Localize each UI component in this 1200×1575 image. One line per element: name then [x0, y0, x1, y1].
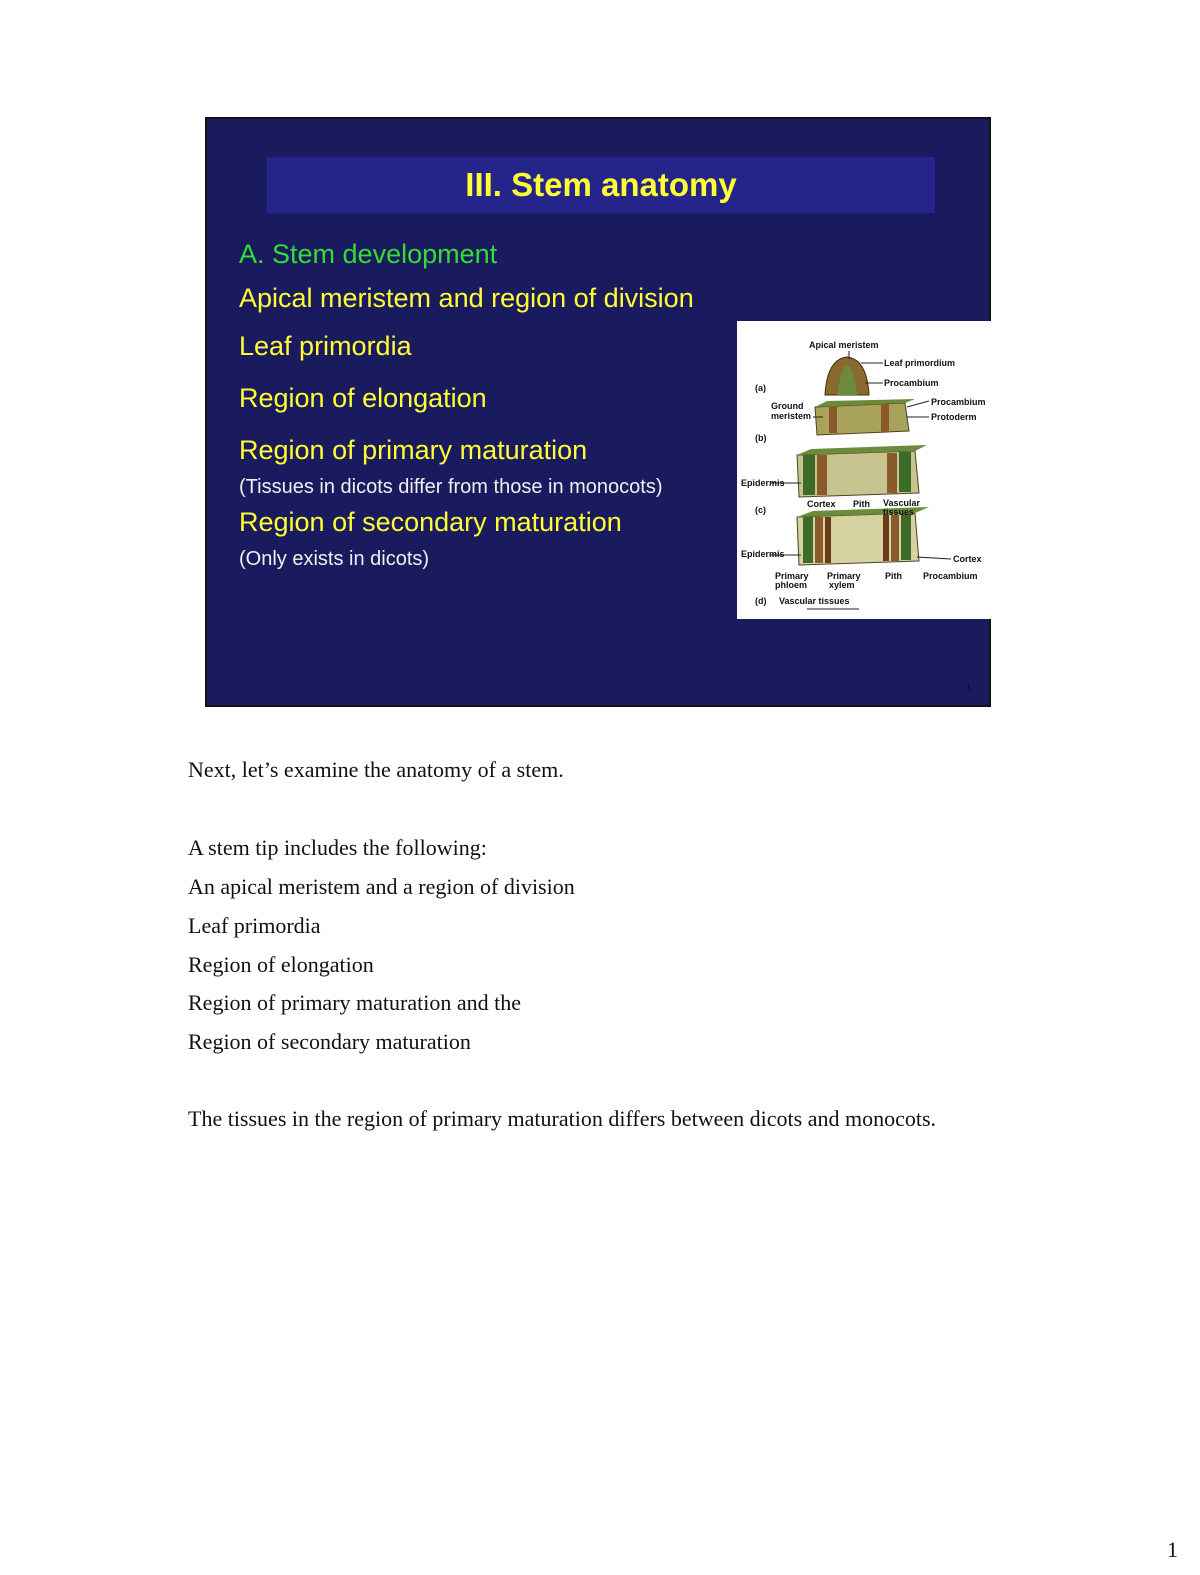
label-procambium: Procambium: [884, 378, 939, 388]
label-cortex: Cortex: [807, 499, 836, 509]
label-d: (d): [755, 596, 767, 606]
slide-subitem: (Only exists in dicots): [239, 548, 430, 570]
slide-item: Leaf primordia: [239, 331, 412, 361]
label-procambium-d: Procambium: [923, 571, 978, 581]
label-pith: Pith: [853, 499, 870, 509]
label-procambium-b: Procambium: [931, 397, 986, 407]
label-epidermis: Epidermis: [741, 478, 785, 488]
notes-list-item: Leaf primordia: [188, 913, 321, 938]
slide-item: Apical meristem and region of division: [239, 283, 694, 313]
label-vascular: Vascular: [883, 498, 921, 508]
slide-heading: A. Stem development: [239, 239, 498, 269]
notes-closing: The tissues in the region of primary maturation differs between dicots and monocots.: [188, 1106, 937, 1131]
label-leaf-primordium: Leaf primordium: [884, 358, 956, 368]
label-primary-phloem-1: Primary: [775, 571, 809, 581]
label-pith-d: Pith: [885, 571, 902, 581]
slide-title: III. Stem anatomy: [267, 157, 935, 213]
stem-diagram-svg: [737, 321, 991, 619]
label-tissues: tissues: [883, 507, 915, 517]
slide: [205, 117, 991, 707]
label-xylem: xylem: [829, 580, 855, 590]
label-apical-meristem: Apical meristem: [809, 340, 879, 350]
label-vascular-tissues: Vascular tissues: [779, 596, 850, 606]
notes-list-item: Region of secondary maturation: [188, 1029, 471, 1054]
page-number: 1: [1167, 1537, 1178, 1562]
label-epidermis-d: Epidermis: [741, 549, 785, 559]
label-phloem: phloem: [775, 580, 808, 590]
notes-list-item: Region of primary maturation and the: [188, 990, 521, 1015]
label-b: (b): [755, 433, 767, 443]
slide-subitem: (Tissues in dicots differ from those in monocots): [239, 476, 663, 498]
slide-item: Region of secondary maturation: [239, 507, 622, 537]
label-protoderm: Protoderm: [931, 412, 977, 422]
label-c: (c): [755, 505, 766, 515]
label-primary-xylem-1: Primary: [827, 571, 861, 581]
label-ground: Ground: [771, 401, 804, 411]
notes-intro: Next, let’s examine the anatomy of a stem.: [188, 757, 564, 782]
notes-list-lead: A stem tip includes the following:: [188, 835, 487, 860]
slide-item: Region of primary maturation: [239, 435, 588, 465]
label-cortex-d: Cortex: [953, 554, 982, 564]
label-a: (a): [755, 383, 766, 393]
stem-diagram: [737, 321, 991, 619]
slide-item: Region of elongation: [239, 383, 487, 413]
slide-number: 1: [965, 681, 971, 693]
label-meristem: meristem: [771, 411, 812, 421]
notes-list-item: Region of elongation: [188, 952, 374, 977]
notes-list-item: An apical meristem and a region of division: [188, 874, 575, 899]
